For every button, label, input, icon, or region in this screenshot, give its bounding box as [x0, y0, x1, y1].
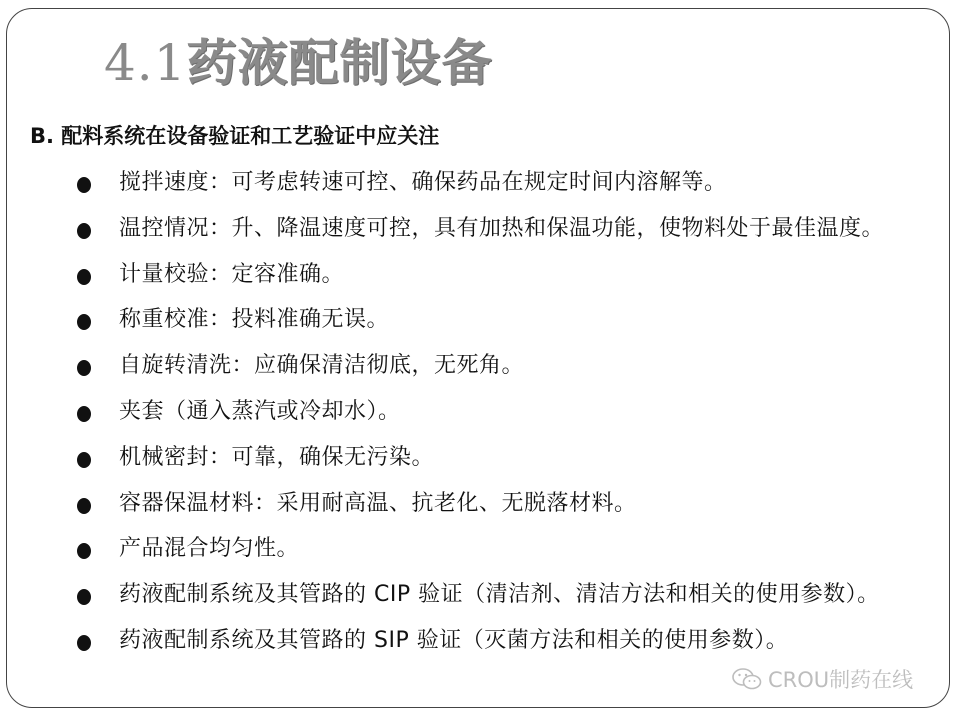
list-item [0, 300, 940, 346]
slide-title [104, 34, 493, 92]
list-item [0, 529, 940, 575]
bullet-dot-icon [77, 314, 91, 330]
list-item [0, 346, 940, 392]
bullet-text: 容器保温材料：采用耐高温、抗老化、无脱落材料。 [119, 490, 637, 516]
watermark [732, 664, 913, 694]
slide-title-number: 4.1 [104, 34, 187, 92]
bullet-dot-icon [77, 269, 91, 285]
section-heading: B. 配料系统在设备验证和工艺验证中应关注 [30, 124, 440, 148]
bullet-text: 产品混合均匀性。 [119, 536, 300, 562]
bullet-text: 机械密封：可靠，确保无污染。 [119, 444, 435, 470]
bullet-text: 药液配制系统及其管路的 SIP 验证（灭菌方法和相关的使用参数）。 [119, 627, 789, 653]
bullet-dot-icon [77, 223, 91, 239]
bullet-dot-icon [77, 498, 91, 514]
bullet-text: 药液配制系统及其管路的 CIP 验证（清洁剂、清洁方法和相关的使用参数）。 [119, 582, 880, 608]
bullet-dot-icon [77, 360, 91, 376]
bullet-text: 称重校准：投料准确无误。 [119, 307, 390, 333]
bullet-dot-icon [77, 406, 91, 422]
bullet-dot-icon [77, 635, 91, 651]
bullet-text: 温控情况：升、降温速度可控，具有加热和保温功能，使物料处于最佳温度。 [119, 215, 885, 241]
list-item [0, 575, 940, 621]
list-item [0, 438, 940, 484]
bullet-dot-icon [77, 177, 91, 193]
bullet-dot-icon [77, 452, 91, 468]
slide-title-text: 药液配制设备 [186, 34, 493, 92]
list-item [0, 255, 940, 301]
watermark-text: CROU制药在线 [768, 668, 914, 692]
bullet-text: 计量校验：定容准确。 [119, 261, 345, 287]
list-item [0, 209, 940, 255]
bullet-text: 夹套（通入蒸汽或冷却水）。 [119, 398, 401, 424]
bullet-list [0, 163, 940, 667]
bullet-dot-icon [77, 589, 91, 605]
list-item [0, 163, 940, 209]
list-item [0, 621, 940, 667]
bullet-dot-icon [77, 543, 91, 559]
list-item [0, 392, 940, 438]
list-item [0, 484, 940, 530]
wechat-icon [732, 667, 762, 691]
bullet-text: 自旋转清洗：应确保清洁彻底，无死角。 [119, 353, 525, 379]
bullet-text: 搅拌速度：可考虑转速可控、确保药品在规定时间内溶解等。 [119, 170, 727, 195]
